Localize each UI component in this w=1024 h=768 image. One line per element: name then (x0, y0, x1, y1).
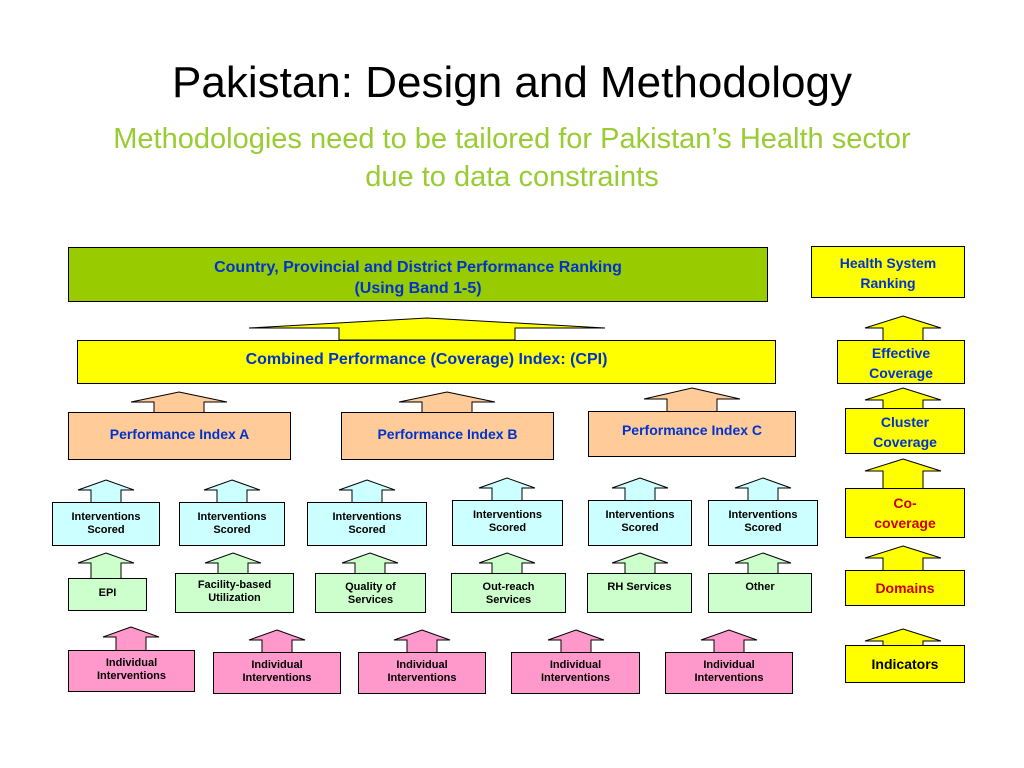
interventions-scored-3 (307, 502, 427, 546)
domain-arrow-6 (735, 553, 791, 574)
scored-arrow-4 (479, 478, 535, 501)
legend-domains-label: Domains (875, 580, 935, 596)
legend-line-2: Coverage (869, 365, 933, 381)
domain-line-1: Out-reach (482, 581, 535, 593)
ranking-line-1: Country, Provincial and District Performance Ranking (214, 259, 622, 276)
interventions-scored-line-1: Interventions (71, 511, 141, 523)
legend-arrow-3 (865, 459, 941, 489)
legend-arrow-1 (865, 316, 941, 341)
domain-line-2: Utilization (208, 592, 261, 604)
legend-arrow-4 (865, 546, 941, 571)
individual-line-1: Individual (105, 657, 158, 669)
individual-interventions-4 (511, 652, 640, 694)
individual-interventions-5 (665, 652, 793, 694)
interventions-scored-4 (452, 500, 563, 546)
individual-interventions-2 (213, 652, 341, 694)
scored-arrow-1 (78, 480, 134, 503)
individual-arrow-4 (548, 630, 604, 653)
legend-line-1: Cluster (880, 414, 930, 430)
index-c-arrow (644, 388, 740, 412)
legend-line-2: coverage (874, 515, 936, 531)
domain-line-1: RH Services (607, 581, 672, 593)
interventions-scored-1 (52, 502, 160, 546)
individual-interventions-1 (68, 650, 195, 692)
individual-arrow-1 (103, 627, 159, 651)
individual-line-2: Interventions (242, 672, 312, 684)
individual-line-2: Interventions (540, 672, 611, 684)
ranking-line-2: (Using Band 1-5) (354, 280, 482, 297)
domain-rh-services (587, 573, 692, 613)
interventions-scored-5 (588, 500, 692, 546)
interventions-scored-line-1: Interventions (197, 511, 267, 523)
legend-line-1: Health System (839, 255, 937, 271)
domain-facility-based-utilization (175, 573, 294, 613)
legend-line-2: Ranking (860, 275, 916, 291)
scored-arrow-2 (204, 480, 260, 503)
domain-line-1: Quality of (345, 581, 396, 593)
domain-arrow-3 (342, 553, 398, 574)
performance-index-a-label: Performance Index A (109, 426, 250, 442)
cpi-label: Combined Performance (Coverage) Index: (CPI) (245, 351, 608, 368)
legend-domains (845, 570, 965, 606)
individual-line-1: Individual (703, 659, 755, 671)
individual-line-1: Individual (549, 659, 602, 671)
domain-quality-of-services (315, 573, 426, 613)
interventions-scored-line-2: Scored (213, 524, 251, 536)
legend-line-2: Coverage (873, 434, 937, 450)
domain-epi (68, 578, 147, 611)
domain-line-1: Facility-based (197, 579, 272, 591)
legend-indicators (845, 645, 965, 683)
individual-arrow-5 (701, 630, 757, 653)
slide-subtitle: Methodologies need to be tailored for Pakistan’s Health sector due to data constraints (113, 123, 911, 193)
interventions-scored-line-2: Scored (348, 524, 386, 536)
performance-index-a (68, 412, 291, 460)
scored-arrow-5 (612, 478, 668, 501)
domain-line-2: Services (347, 594, 394, 606)
domain-arrow-5 (612, 553, 668, 574)
individual-arrow-3 (394, 630, 450, 653)
legend-arrow-5 (865, 629, 941, 646)
performance-index-b (341, 412, 554, 460)
legend-effective-coverage (837, 340, 965, 384)
scored-arrow-6 (735, 478, 791, 501)
individual-line-1: Individual (251, 659, 303, 671)
interventions-scored-line-2: Scored (488, 522, 527, 534)
interventions-scored-line-2: Scored (621, 522, 659, 534)
domain-out-reach-services (451, 573, 566, 613)
individual-line-1: Individual (396, 659, 448, 671)
legend-cluster-coverage (845, 408, 965, 454)
performance-index-b-label: Performance Index B (377, 426, 518, 442)
domain-other (708, 573, 812, 613)
interventions-scored-2 (179, 502, 285, 546)
cpi-box (77, 340, 776, 384)
domain-arrow-4 (479, 553, 535, 574)
domain-arrow-2 (205, 553, 261, 574)
interventions-scored-line-2: Scored (744, 522, 782, 534)
legend-health-system-ranking (811, 246, 965, 298)
interventions-scored-6 (708, 500, 818, 546)
domain-line-1: Other (745, 581, 775, 593)
individual-line-2: Interventions (694, 672, 764, 684)
legend-line-1: Co- (893, 495, 917, 511)
index-a-arrow (131, 392, 227, 413)
legend-co-coverage (845, 488, 965, 538)
legend-line-1: Effective (871, 345, 931, 361)
index-b-arrow (399, 392, 495, 413)
domain-line-1: EPI (98, 587, 117, 599)
performance-index-c-label: Performance Index C (621, 422, 763, 438)
domain-line-2: Services (485, 594, 532, 606)
individual-arrow-2 (249, 630, 305, 653)
individual-interventions-3 (358, 652, 486, 694)
interventions-scored-line-1: Interventions (605, 509, 675, 521)
legend-indicators-label: Indicators (871, 656, 939, 672)
performance-ranking-box (68, 247, 768, 302)
individual-line-2: Interventions (96, 670, 167, 682)
legend-arrow-2 (865, 388, 941, 409)
interventions-scored-line-2: Scored (87, 524, 125, 536)
scored-arrow-3 (339, 480, 395, 503)
interventions-scored-line-1: Interventions (728, 509, 798, 521)
interventions-scored-line-1: Interventions (472, 509, 543, 521)
individual-line-2: Interventions (387, 672, 457, 684)
cpi-to-ranking-arrow (249, 318, 605, 340)
interventions-scored-line-1: Interventions (332, 511, 402, 523)
performance-index-c (588, 411, 796, 457)
slide-title: Pakistan: Design and Methodology (172, 58, 852, 107)
domain-arrow-1 (78, 553, 134, 579)
